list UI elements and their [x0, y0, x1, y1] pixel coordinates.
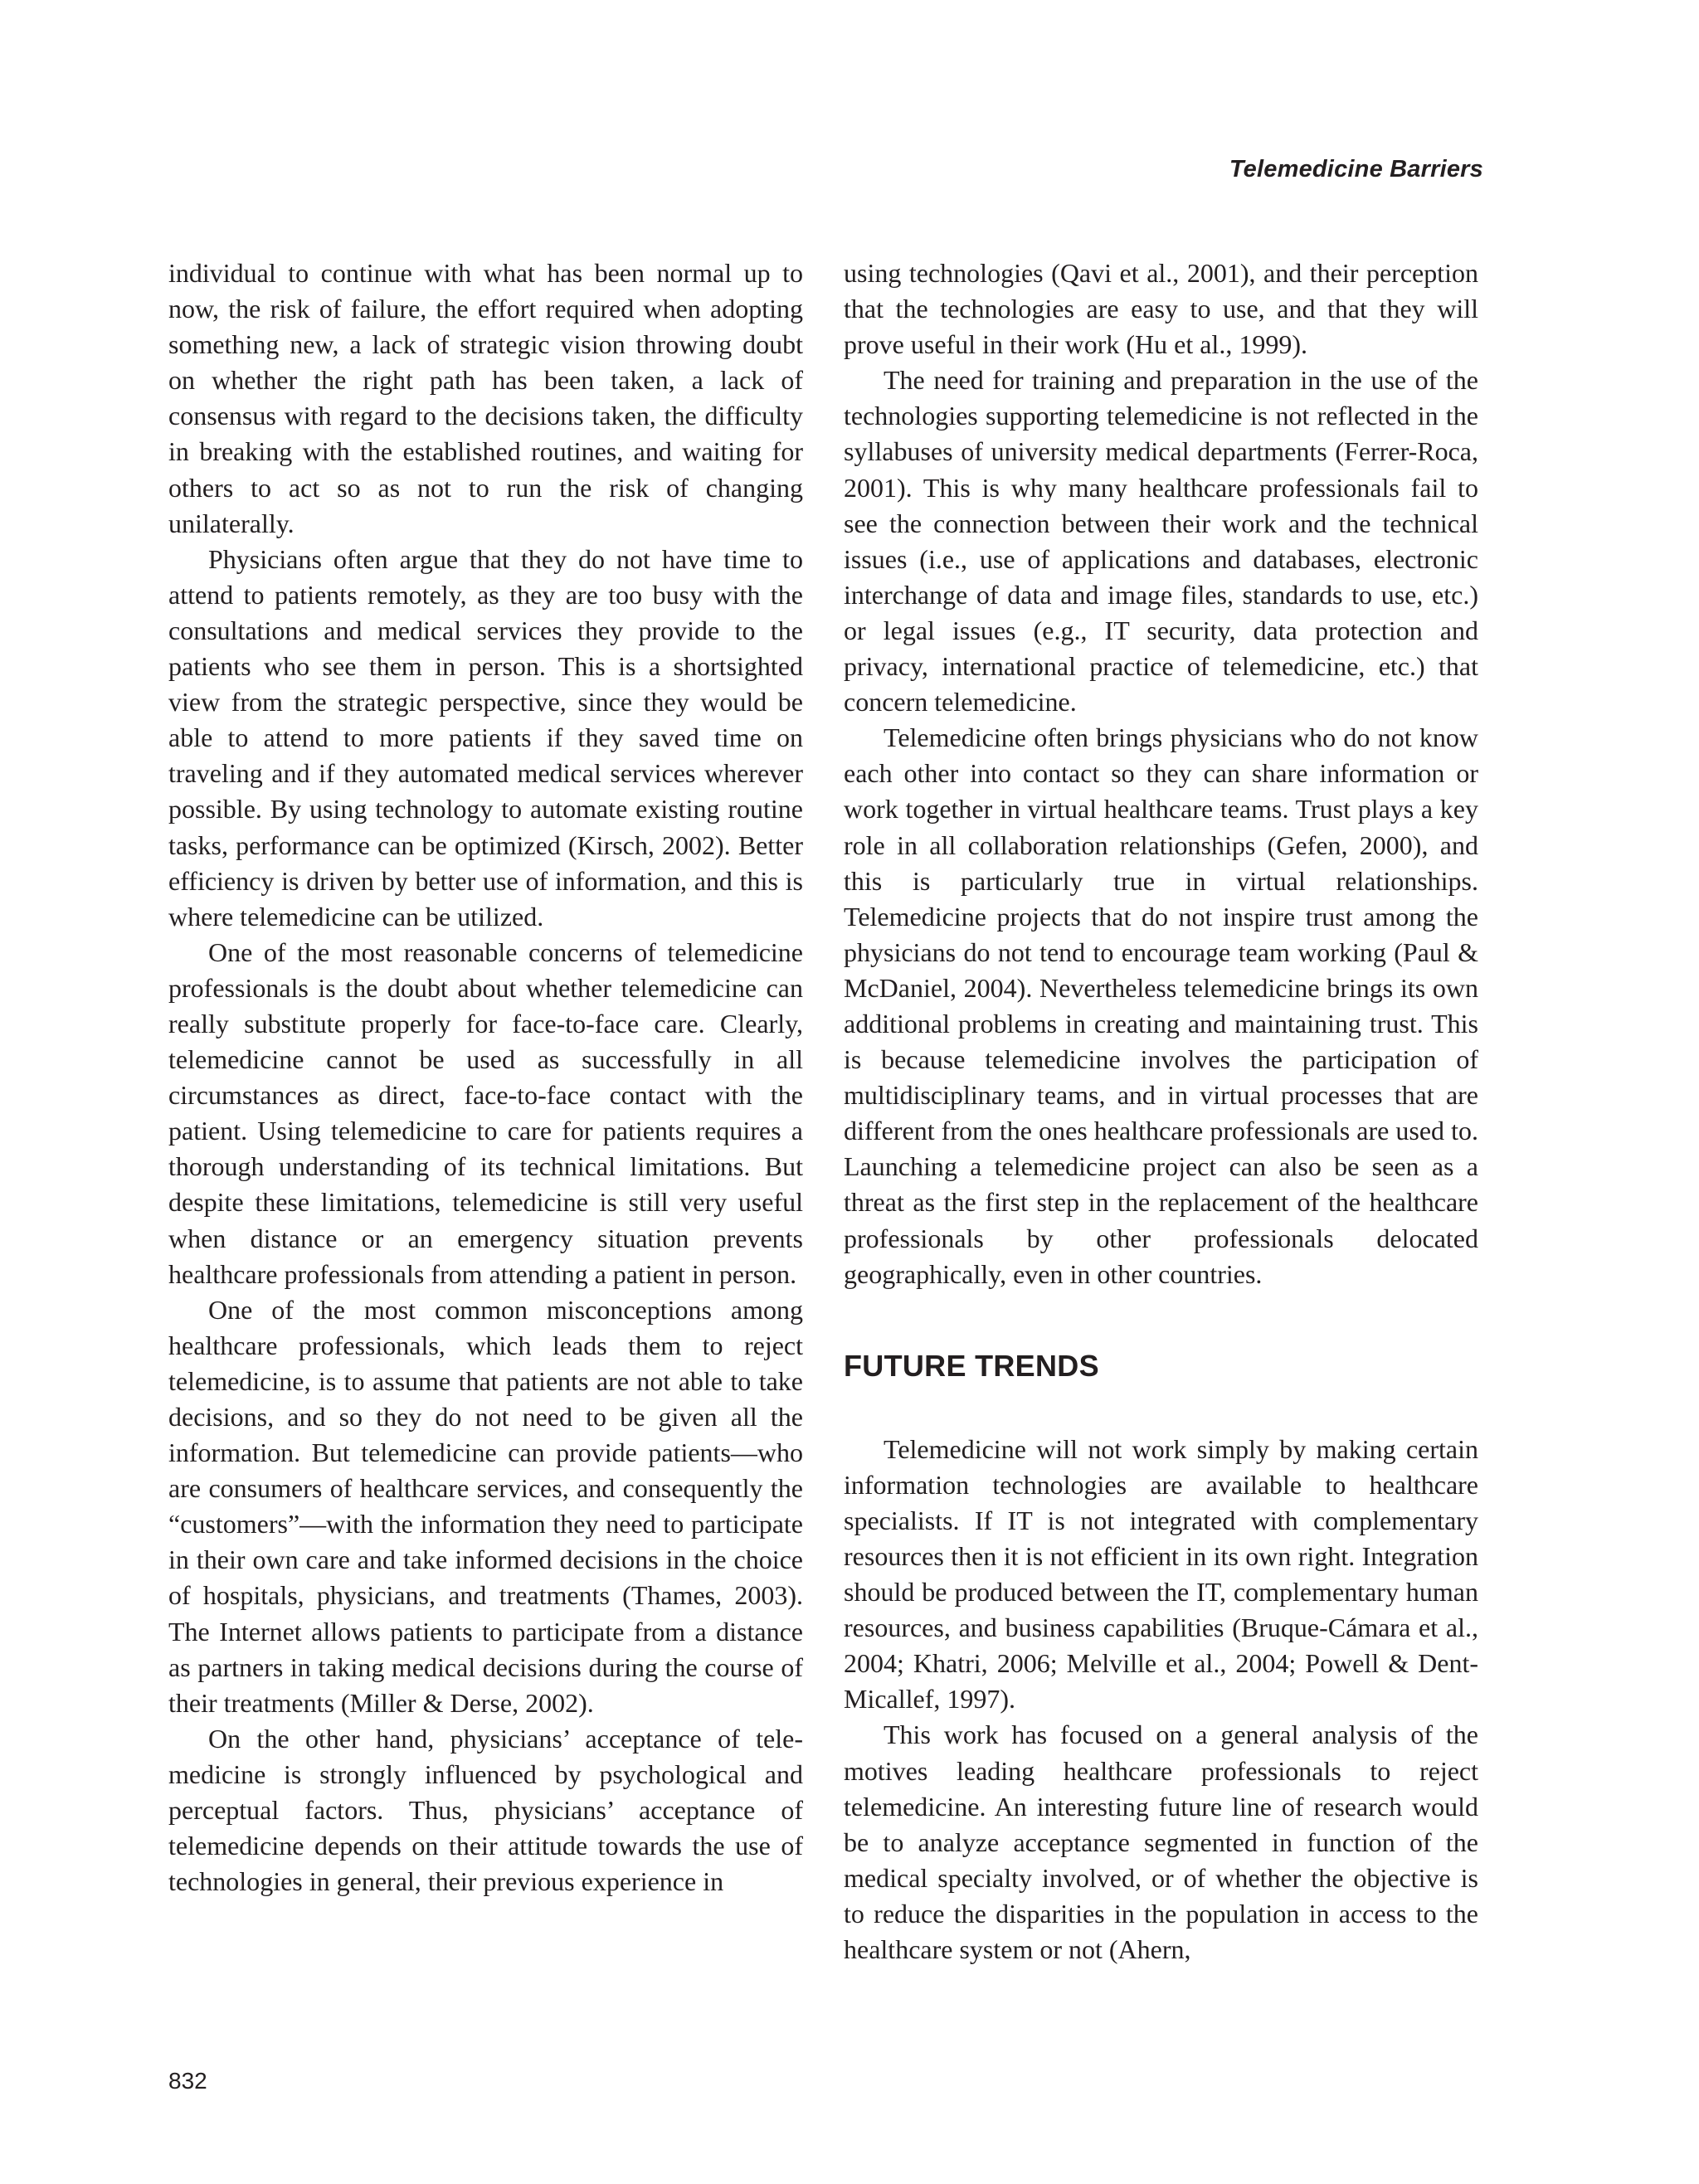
body-paragraph: using technologies (Qavi et al., 2001), and their perception that the technologies are easy to use, and that they will prove useful in their work (Hu et al., 1999).: [844, 258, 1478, 360]
right-column: [844, 255, 1478, 1968]
body-paragraph: Telemedicine will not work simply by making certain information technologies are available to healthcare specialists. If IT is not integrated with complementary resources then it is not efficient in its own right. Integration should be produced between the IT, complementary human resources, and business capabilities (Bruque-Cámara et al., 2004; Khatri, 2006; Melville et al., 2004; Powell & Dent-Micallef, 1997).: [844, 1433, 1478, 1715]
body-paragraph: individual to continue with what has been normal up to now, the risk of failure, the effort required when adopting something new, a lack of strategic vision throwing doubt on whether the right path has been taken, a lack of consensus with regard to the decisions taken, the difficulty in breaking with the established routines, and waiting for others to act so as not to run the risk of changing unilaterally.: [168, 258, 803, 538]
body-paragraph: The need for training and preparation in the use of the technologies supporting telemedicine is not reflected in the syllabuses of university medical departments (Ferrer-Roca, 2001). This is why many healthcare professionals fail to see the connection between their work and the technical issues (i.e., use of applications and databases, electronic interchange of data and image files, standards to use, etc.) or legal issues (e.g., IT security, data protection and privacy, international practice of telemedicine, etc.) that concern telemedicine.: [844, 365, 1478, 717]
running-head: Telemedicine Barriers: [1229, 156, 1483, 182]
body-paragraph: On the other hand, physicians’ acceptance of telemedicine is strongly influenced by psychological and perceptual factors. Thus, physicians’ acceptance of telemedicine depends on their attitude towards the use of technologies in general, their previous experience in: [168, 1723, 803, 1897]
page-number: 832: [168, 2068, 207, 2094]
body-paragraph: One of the most common misconceptions among healthcare professionals, which leads them to reject telemedicine, is to assume that patients are not able to take decisions, and so they do not need to be given all the information. But telemedicine can provide patients—who are consumers of healthcare services, and consequently the “customers”—with the information they need to participate in their own care and take informed decisions in the choice of hospitals, physicians, and treatments (Thames, 2003). The Internet allows patients to participate from a distance as partners in taking medical decisions during the course of their treatments (Miller & Derse, 2002).: [168, 1294, 803, 1718]
body-paragraph: Telemedicine often brings physicians who do not know each other into contact so they can share information or work together in virtual healthcare teams. Trust plays a key role in all collaboration relationships (Gefen, 2000), and this is particularly true in virtual relationships. Telemedicine projects that do not inspire trust among the physicians do not tend to encourage team working (Paul & McDaniel, 2004). Nevertheless telemedicine brings its own additional problems in creating and maintaining trust. This is because telemedicine involves the participation of multidisciplinary teams, and in virtual processes that are different from the ones healthcare professionals are used to. Launching a telemedicine project can also be seen as a threat as the first step in the replacement of the healthcare professionals by other professionals delocated geographically, even in other countries.: [844, 722, 1478, 1289]
body-paragraph: This work has focused on a general analysis of the motives leading healthcare professionals to reject telemedicine. An interesting future line of research would be to analyze acceptance segmented in function of the medical specialty involved, or of whether the objective is to reduce the disparities in the population in access to the healthcare system or not (Ahern,: [844, 1719, 1478, 1965]
body-paragraph: One of the most reasonable concerns of telemedicine professionals is the doubt about whether telemedicine can really substitute properly for face-to-face care. Clearly, telemedicine cannot be used as successfully in all circumstances as direct, face-to-face contact with the patient. Using telemedicine to care for patients requires a thorough understanding of its technical limitations. But despite these limitations, telemedicine is still very useful when distance or an emergency situation prevents healthcare professionals from attending a patient in person.: [168, 936, 803, 1289]
left-column: [168, 255, 803, 1899]
section-heading-future-trends: FUTURE TRENDS: [844, 1348, 1099, 1383]
body-paragraph: Physicians often argue that they do not have time to attend to patients remotely, as they are too busy with the consultations and medical services they provide to the patients who see them in person. This is a shortsighted view from the strategic perspective, since they would be able to attend to more patients if they saved time on traveling and if they automated medical services wherever possible. By using technology to automate existing routine tasks, performance can be optimized (Kirsch, 2002). Better efficiency is driven by better use of information, and this is where telemedicine can be utilized.: [168, 543, 803, 931]
